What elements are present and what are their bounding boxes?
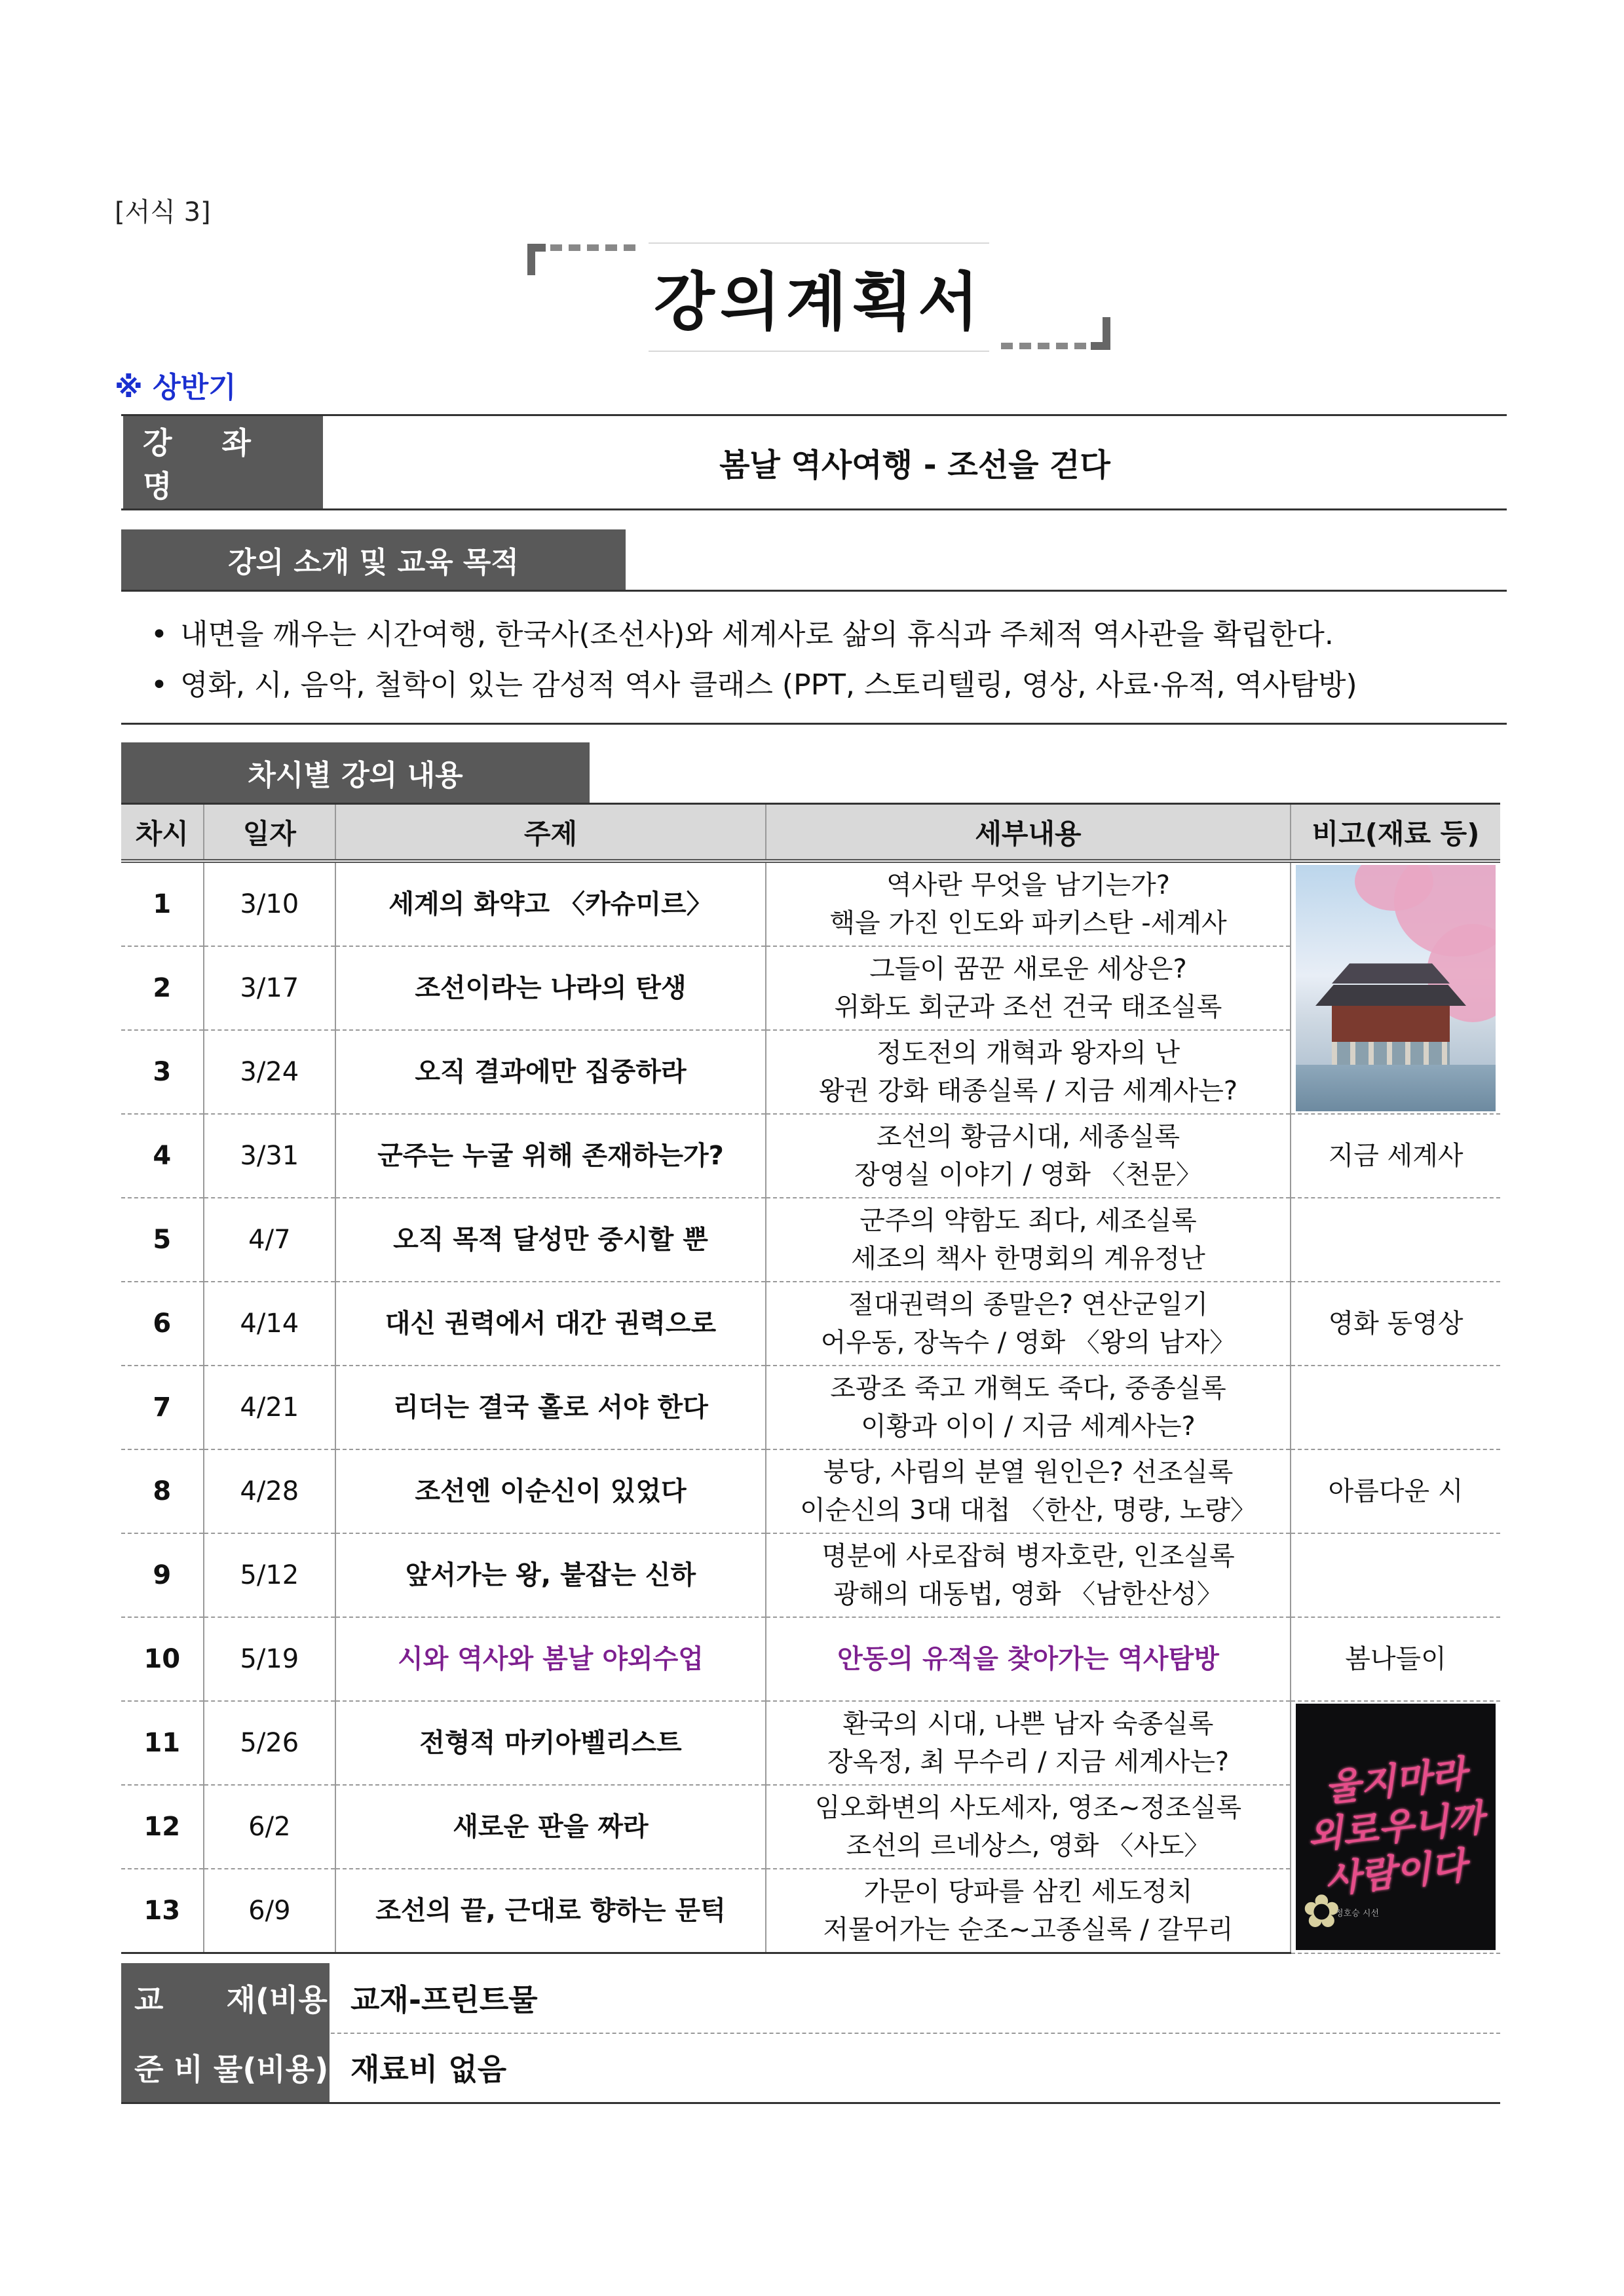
materials-label: 교 재(비용) (121, 1963, 330, 2033)
table-header-row (121, 804, 1500, 862)
session-date: 6/9 (204, 1869, 335, 1953)
supplies-row (121, 2033, 1500, 2104)
session-topic: 오직 목적 달성만 중시할 뿐 (335, 1198, 766, 1282)
session-date: 4/28 (204, 1449, 335, 1533)
poster-line: 외로우니까 (1305, 1796, 1486, 1858)
course-name-label: 강 좌 명 (123, 416, 323, 508)
session-detail: 정도전의 개혁과 왕자의 난 왕권 강화 태종실록 / 지금 세계사는? (766, 1030, 1291, 1114)
session-number: 7 (121, 1366, 204, 1449)
session-topic: 새로운 판을 짜라 (335, 1785, 766, 1869)
session-note: 지금 세계사 (1291, 1114, 1500, 1198)
session-detail: 절대권력의 종말은? 연산군일기 어우동, 장녹수 / 영화 〈왕의 남자〉 (766, 1282, 1291, 1366)
session-detail: 역사란 무엇을 남기는가? 핵을 가진 인도와 파키스탄 -세계사 (766, 861, 1291, 946)
note-image-cell (1291, 1701, 1500, 1953)
poster-caption: 정호승 시선 (1335, 1909, 1379, 1919)
session-number: 12 (121, 1785, 204, 1869)
intro-heading: 강의 소개 및 교육 목적 (121, 529, 626, 590)
session-number: 8 (121, 1449, 204, 1533)
col-header-note: 비고(재료 등) (1291, 804, 1500, 862)
session-topic: 군주는 누굴 위해 존재하는가? (335, 1114, 766, 1198)
session-date: 4/14 (204, 1282, 335, 1366)
session-detail: 그들이 꿈꾼 새로운 세상은? 위화도 회군과 조선 건국 태조실록 (766, 946, 1291, 1030)
session-topic: 대신 권력에서 대간 권력으로 (335, 1282, 766, 1366)
intro-bullets (151, 609, 1500, 710)
form-number: [서식 3] (115, 197, 211, 227)
course-name-value: 봄날 역사여행 - 조선을 걷다 (719, 447, 1110, 484)
session-date: 5/12 (204, 1533, 335, 1617)
table-row (121, 1701, 1500, 1785)
title-rule-top (649, 242, 989, 244)
session-topic: 앞서가는 왕, 붙잡는 신하 (335, 1533, 766, 1617)
session-detail: 조선의 황금시대, 세종실록 장영실 이야기 / 영화 〈천문〉 (766, 1114, 1291, 1198)
col-header-topic: 주제 (335, 804, 766, 862)
table-row (121, 1449, 1500, 1533)
session-topic: 오직 결과에만 집중하라 (335, 1030, 766, 1114)
intro-rule-bottom (121, 723, 1507, 725)
col-header-session: 차시 (121, 804, 204, 862)
course-rule-bottom (121, 508, 1507, 510)
session-topic: 시와 역사와 봄날 야외수업 (335, 1617, 766, 1701)
session-date: 3/31 (204, 1114, 335, 1198)
session-number: 13 (121, 1869, 204, 1953)
session-number: 3 (121, 1030, 204, 1114)
session-topic: 리더는 결국 홀로 서야 한다 (335, 1366, 766, 1449)
session-date: 4/21 (204, 1366, 335, 1449)
session-date: 6/2 (204, 1785, 335, 1869)
materials-value: 교재-프린트물 (350, 1982, 538, 2018)
session-date: 3/10 (204, 861, 335, 946)
session-number: 10 (121, 1617, 204, 1701)
session-number: 2 (121, 946, 204, 1030)
title-dots-top (550, 244, 635, 251)
session-detail: 붕당, 사림의 분열 원인은? 선조실록 이순신의 3대 대첩 〈한산, 명량, 노량〉 (766, 1449, 1291, 1533)
title-rule-bottom (649, 351, 989, 352)
session-number: 4 (121, 1114, 204, 1198)
table-row (121, 1114, 1500, 1198)
session-note (1291, 1533, 1500, 1617)
session-date: 5/19 (204, 1617, 335, 1701)
intro-rule-top (121, 590, 1507, 592)
session-number: 5 (121, 1198, 204, 1282)
session-detail: 임오화변의 사도세자, 영조~정조실록 조선의 르네상스, 영화 〈사도〉 (766, 1785, 1291, 1869)
session-topic: 전형적 마키아벨리스트 (335, 1701, 766, 1785)
session-date: 5/26 (204, 1701, 335, 1785)
session-topic: 세계의 화약고 〈카슈미르〉 (335, 861, 766, 946)
session-number: 6 (121, 1282, 204, 1366)
session-detail: 환국의 시대, 나쁜 남자 숙종실록 장옥정, 최 무수리 / 지금 세계사는? (766, 1701, 1291, 1785)
palace-cherry-blossom-image (1296, 865, 1496, 1111)
session-detail: 명분에 사로잡혀 병자호란, 인조실록 광해의 대동법, 영화 〈남한산성〉 (766, 1533, 1291, 1617)
session-detail: 조광조 죽고 개혁도 죽다, 중종실록 이황과 이이 / 지금 세계사는? (766, 1366, 1291, 1449)
title-dots-bottom (1001, 343, 1086, 349)
session-detail: 가문이 당파를 삼킨 세도정치 저물어가는 순조~고종실록 / 갈무리 (766, 1869, 1291, 1953)
session-detail: 안동의 유적을 찾아가는 역사탐방 (766, 1617, 1291, 1701)
col-header-date: 일자 (204, 804, 335, 862)
col-header-detail: 세부내용 (766, 804, 1291, 862)
session-note (1291, 1198, 1500, 1282)
session-note (1291, 1366, 1500, 1449)
document-title: 강의계획서 (654, 265, 984, 339)
schedule-table (121, 803, 1500, 1954)
schedule-heading: 차시별 강의 내용 (121, 742, 590, 803)
session-topic: 조선의 끝, 근대로 향하는 문턱 (335, 1869, 766, 1953)
session-number: 9 (121, 1533, 204, 1617)
table-row (121, 861, 1500, 946)
session-date: 4/7 (204, 1198, 335, 1282)
poster-line: 울지마라 (1323, 1752, 1469, 1810)
session-note: 영화 동영상 (1291, 1282, 1500, 1366)
poem-poster-image (1296, 1704, 1496, 1950)
table-row (121, 1533, 1500, 1617)
table-row (121, 1282, 1500, 1366)
intro-bullet: • 내면을 깨우는 시간여행, 한국사(조선사)와 세계사로 삶의 휴식과 주체적 역사관을 확립한다. (151, 609, 1500, 660)
poster-line: 사람이다 (1323, 1844, 1469, 1902)
title-bracket-bottom-right-vertical (1103, 317, 1110, 350)
table-row (121, 1198, 1500, 1282)
supplies-value: 재료비 없음 (350, 2052, 507, 2087)
flower-icon: ✿ (1302, 1885, 1341, 1939)
session-topic: 조선엔 이순신이 있었다 (335, 1449, 766, 1533)
session-date: 3/24 (204, 1030, 335, 1114)
session-number: 11 (121, 1701, 204, 1785)
materials-row (121, 1963, 1500, 2034)
session-topic: 조선이라는 나라의 탄생 (335, 946, 766, 1030)
session-note: 봄나들이 (1291, 1617, 1500, 1701)
session-detail: 군주의 약함도 죄다, 세조실록 세조의 책사 한명회의 계유정난 (766, 1198, 1291, 1282)
note-image-cell (1291, 861, 1500, 1114)
table-row (121, 1366, 1500, 1449)
title-bracket-top-left-vertical (527, 244, 535, 275)
session-note: 아름다운 시 (1291, 1449, 1500, 1533)
intro-bullet: • 영화, 시, 음악, 철학이 있는 감성적 역사 클래스 (PPT, 스토리텔링, 영상, 사료·유적, 역사탐방) (151, 660, 1500, 710)
session-number: 1 (121, 861, 204, 946)
session-date: 3/17 (204, 946, 335, 1030)
supplies-label: 준 비 물(비용) (121, 2033, 330, 2102)
term-label: ※ 상반기 (115, 371, 236, 404)
table-row (121, 1617, 1500, 1701)
